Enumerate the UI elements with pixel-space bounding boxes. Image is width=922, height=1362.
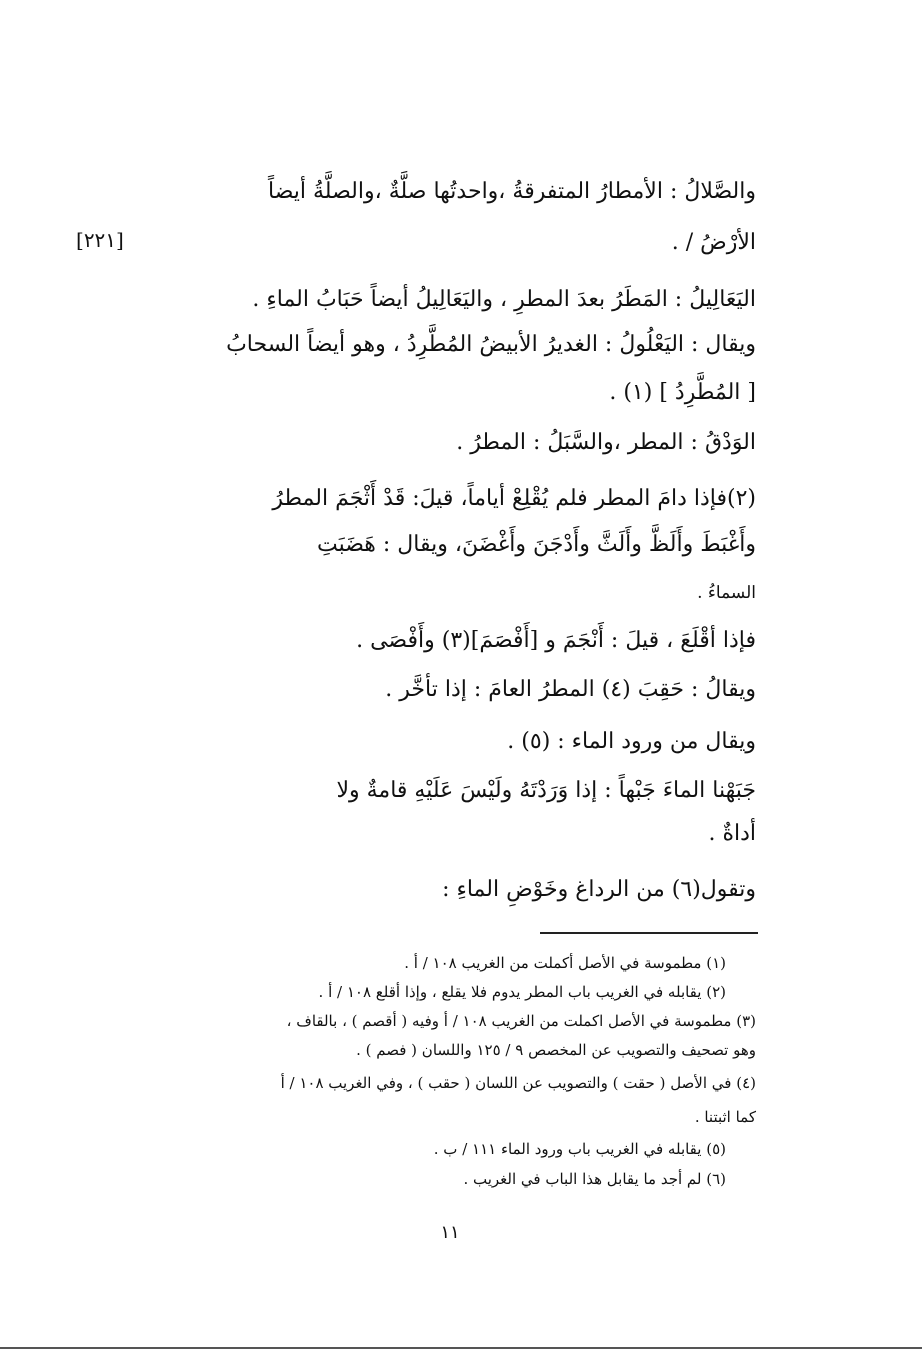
footnote-separator bbox=[540, 932, 758, 934]
margin-page-marker: [٢٢١] bbox=[76, 228, 124, 252]
footnote-line: وهو تصحيف والتصويب عن المخصص ٩ / ١٢٥ واللسان ( فصم ) . bbox=[356, 1041, 756, 1059]
text-line: والصَّلالُ : الأمطارُ المتفرقةُ ،واحدتُها صلَّةٌ ،والصلَّةُ أيضاً bbox=[268, 179, 756, 204]
text-line: الوَدْقُ : المطر ،والسَّبَلُ : المطرُ . bbox=[456, 430, 756, 455]
text-line: ويقالُ : حَقِبَ (٤) المطرُ العامَ : إذا تأخَّر . bbox=[385, 677, 756, 702]
text-line: الأرْضُ / . bbox=[671, 230, 756, 255]
footnote-line: (٣) مطموسة في الأصل اكملت من الغريب ١٠٨ / أ وفيه ( أقصم ) ، بالقاف ، bbox=[286, 1012, 756, 1030]
text-line: أداةٌ . bbox=[708, 821, 756, 846]
text-line: [ المُطَّرِدُ ] (١) . bbox=[609, 380, 756, 405]
text-line: ويقال من ورود الماء : (٥) . bbox=[507, 729, 756, 754]
footnote-line: (٥) يقابله في الغريب باب ورود الماء ١١١ / ب . bbox=[433, 1140, 726, 1158]
text-line: وأَغْبَطَ وأَلَظَّ وأَلَثَّ وأَدْجَنَ وأَغْضَنَ، ويقال : هَضَبَتِ bbox=[316, 532, 756, 557]
text-line: ويقال : اليَعْلُولُ : الغديرُ الأبيضُ المُطَّرِدُ ، وهو أيضاً السحابُ bbox=[226, 332, 756, 357]
footnote-line: (٤) في الأصل ( حقت ) والتصويب عن اللسان ( حقب ) ، وفي الغريب ١٠٨ / أ bbox=[280, 1074, 756, 1092]
footnote-line: كما اثبتنا . bbox=[694, 1108, 756, 1126]
text-line: فإذا أقْلَعَ ، قيلَ : أَنْجَمَ و [أَفْصَمَ](٣) وأَفْصَى . bbox=[356, 628, 756, 653]
page-number: ١١ bbox=[440, 1222, 460, 1243]
scan-edge-line bbox=[0, 1347, 922, 1349]
text-line: اليَعَالِيلُ : المَطَرُ بعدَ المطرِ ، واليَعَالِيلُ أيضاً حَبَابُ الماءِ . bbox=[252, 287, 756, 312]
footnote-line: (١) مطموسة في الأصل أكملت من الغريب ١٠٨ / أ . bbox=[404, 954, 726, 972]
text-line: السماءُ . bbox=[697, 583, 756, 603]
text-line: جَبَهْنا الماءَ جَبْهاً : إذا وَرَدْتَهُ ولَيْسَ عَلَيْهِ قامةٌ ولا bbox=[336, 778, 756, 803]
text-line: (٢)فإذا دامَ المطر فلم يُقْلِعْ أياماً، قيلَ: قَدْ أَثْجَمَ المطرُ bbox=[272, 486, 756, 511]
footnote-line: (٦) لم أجد ما يقابل هذا الباب في الغريب . bbox=[463, 1170, 726, 1188]
footnote-line: (٢) يقابله في الغريب باب المطر يدوم فلا يقلع ، وإذا أقلع ١٠٨ / أ . bbox=[318, 983, 726, 1001]
text-line: وتقول(٦) من الرداغ وخَوْضِ الماءِ : bbox=[442, 877, 756, 902]
